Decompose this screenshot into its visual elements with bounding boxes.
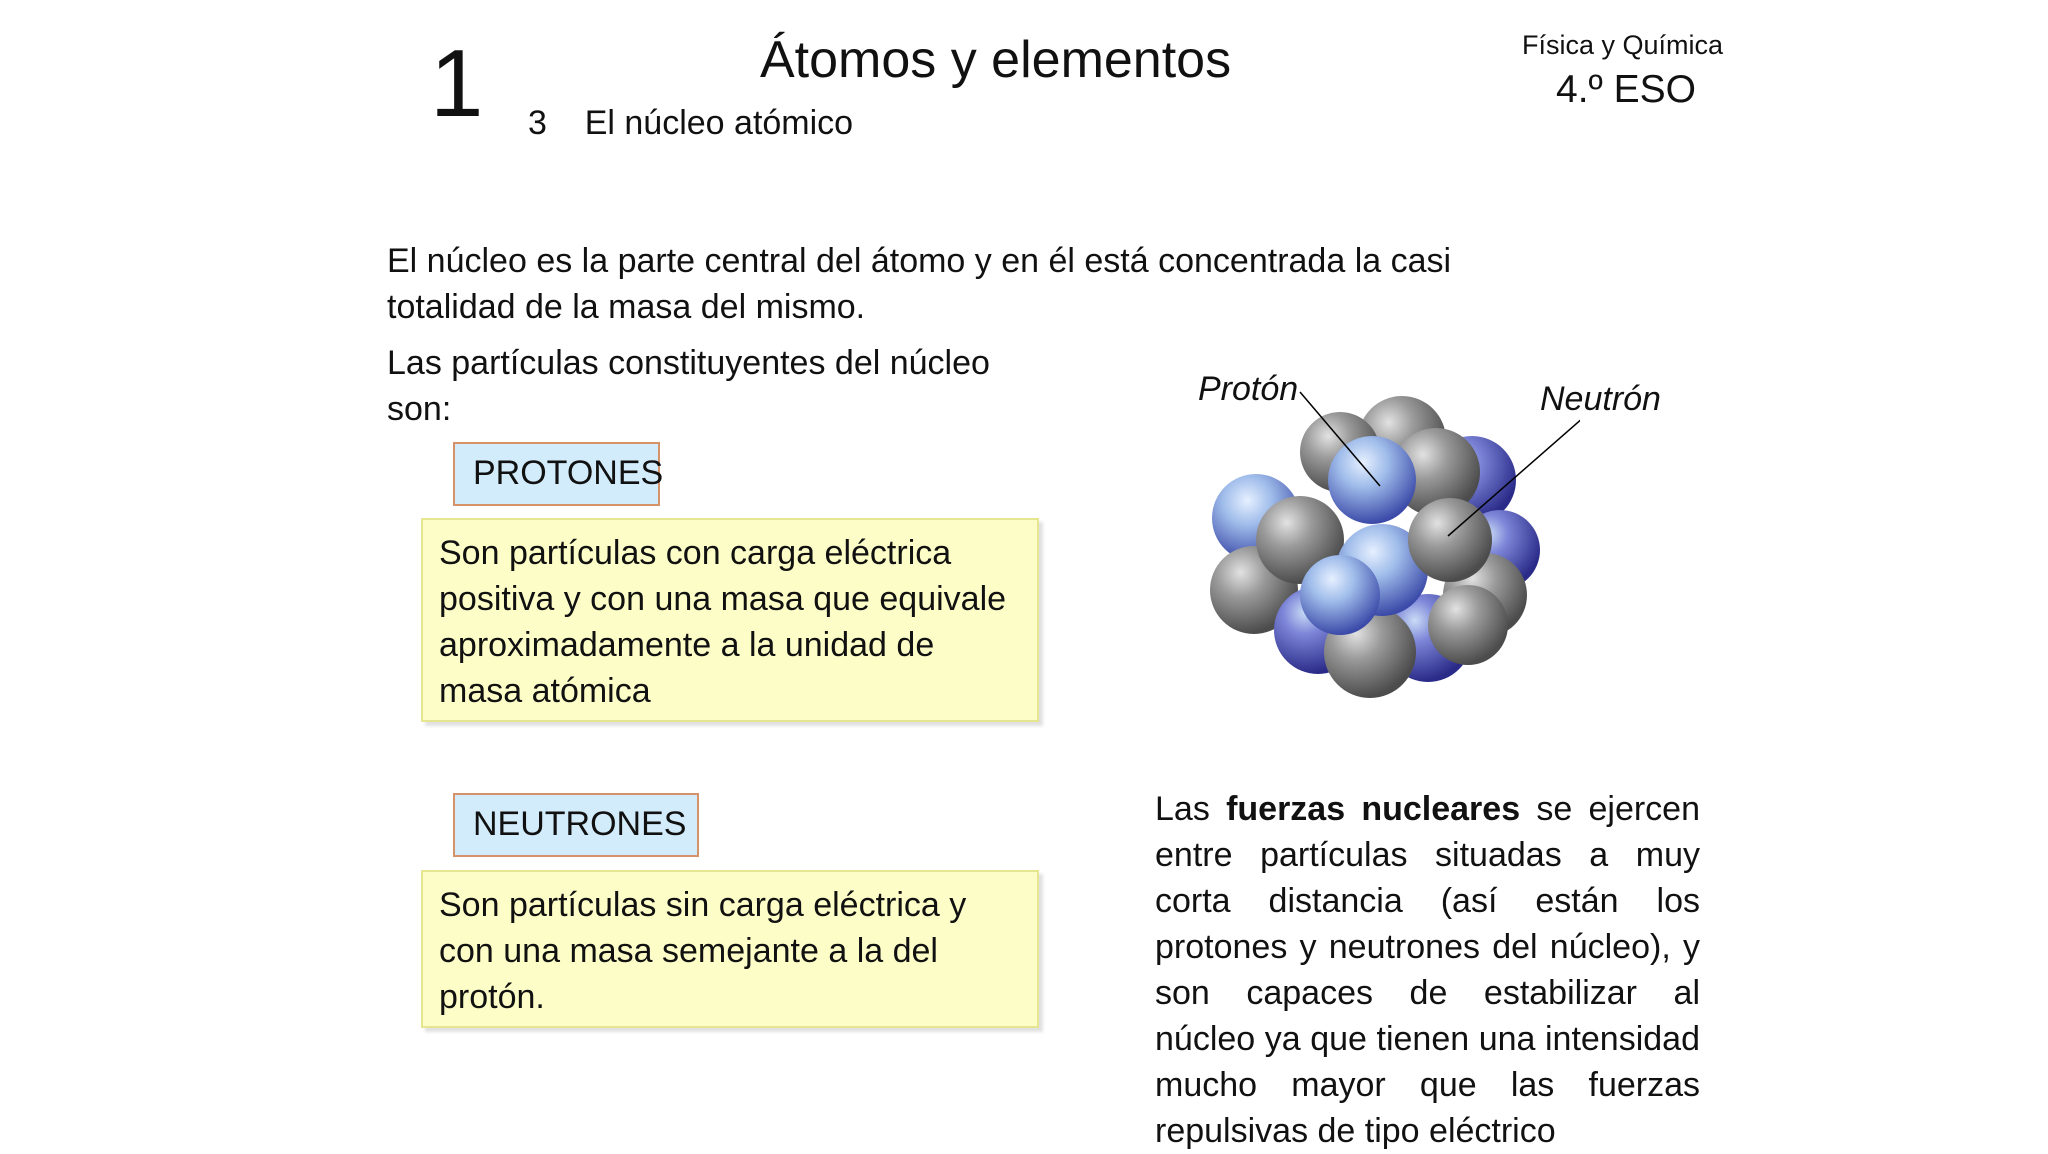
page-title: Átomos y elementos <box>760 31 1232 89</box>
nucleus-diagram <box>1200 390 1580 720</box>
proton-sphere <box>1328 436 1416 524</box>
forces-bold-term: fuerzas nucleares <box>1226 790 1521 828</box>
course-name: Física y Química <box>1522 30 1724 60</box>
unit-number: 1 <box>430 30 484 137</box>
protons-definition: Son partículas con carga eléctrica positiva y con una masa que equivale aproximadamente a la unidad de masa atómica <box>421 518 1039 722</box>
section-title: El núcleo atómico <box>584 104 854 142</box>
neutron-label: Neutrón <box>1540 380 1661 418</box>
nuclear-forces-paragraph <box>1155 786 1700 1154</box>
proton-sphere <box>1300 555 1380 635</box>
neutrons-tag: NEUTRONES <box>453 793 699 857</box>
protons-tag: PROTONES <box>453 442 660 506</box>
neutron-sphere <box>1428 585 1508 665</box>
section-heading <box>528 104 853 143</box>
section-number: 3 <box>528 104 547 142</box>
neutrons-definition: Son partículas sin carga eléctrica y con una masa semejante a la del protón. <box>421 870 1039 1028</box>
nucleus-spheres <box>1210 396 1540 698</box>
forces-text-rest: se ejercen entre partículas situadas a muy corta distancia (así están los protones y neutrones del núcleo), y son capaces de estabilizar al núcleo ya que tienen una intensidad mucho mayor que las fuerzas repulsivas de tipo eléctrico <box>1155 790 1700 1150</box>
proton-label: Protón <box>1198 370 1299 408</box>
forces-text-start: Las <box>1155 790 1210 828</box>
intro-paragraph: El núcleo es la parte central del átomo y en él está concentrada la casi totalidad de la masa del mismo. <box>387 242 1452 326</box>
course-level: 4.º ESO <box>1556 68 1696 111</box>
particles-intro: Las partículas constituyentes del núcleo son: <box>387 344 990 428</box>
neutron-sphere <box>1408 498 1492 582</box>
